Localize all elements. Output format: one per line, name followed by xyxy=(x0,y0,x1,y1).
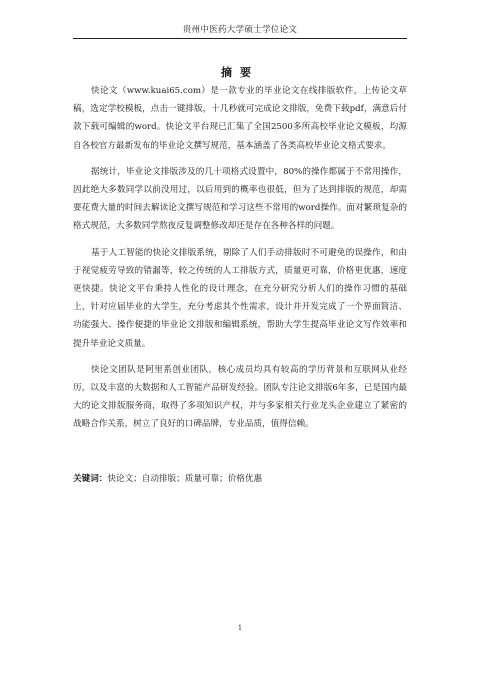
abstract-paragraph-3: 基于人工智能的快论文排版系统，剔除了人们手动排版时不可避免的误操作，和由于视觉疲劳导致的错漏等，较之传统的人工排版方式，质量更可靠，价格更优惠，速度更快捷。快论文平台秉持人性化的设计理念，在充分研究分析人们的操作习惯的基础上，针对应届毕业的大学生，充分考虑其个性需求，设计并开发完成了一个界面简洁、功能强大、操作便捷的毕业论文排版和编辑系统，帮助大学生提高毕业论文写作效率和提升毕业论文质量。 xyxy=(73,247,407,349)
abstract-paragraph-4: 快论文团队是阿里系创业团队，核心成员均具有较高的学历背景和互联网从业经历，以及丰富的大数据和人工智能产品研发经验。团队专注论文排版6年多，已是国内最大的论文排版服务商，取得了多项知识产权，并与多家相关行业龙头企业建立了紧密的战略合作关系，树立了良好的口碑品牌，专业品质，值得信赖。 xyxy=(73,364,407,430)
abstract-paragraph-2: 据统计，毕业论文排版涉及的几十项格式设置中，80%的操作都属于不常用操作，因此绝大多数同学以前没用过，以后用到的概率也很低，但为了达到排版的规范，却需要花费大量的时间去解读论文撰写规范和学习这些不常用的word操作。面对繁琐复杂的格式规范，大多数同学熬夜反复调整修改却还是存在各种各样的问题。 xyxy=(73,166,407,232)
keywords-text: 快论文；自动排版；质量可靠；价格优惠 xyxy=(107,474,263,484)
header-rule xyxy=(73,38,407,39)
keywords-label: 关键词： xyxy=(73,474,108,484)
abstract-body xyxy=(73,82,407,442)
keywords-line xyxy=(73,472,407,486)
abstract-title: 摘要 xyxy=(221,66,259,79)
page-number: 1 xyxy=(237,624,243,632)
running-header: 贵州中医药大学硕士学位论文 xyxy=(182,25,298,35)
abstract-paragraph-1: 快论文（www.kuai65.com）是一款专业的毕业论文在线排版软件，上传论文草稿，选定学校模板，点击一键排版，十几秒就可完成论文排版，免费下载pdf，满意后付款下载可编辑的word。快论文平台现已汇集了全国2500多所高校毕业论文模板，均源自各校官方最新发布的毕业论文撰写规范，基本涵盖了各类高校毕业论文格式要求。 xyxy=(73,86,407,151)
